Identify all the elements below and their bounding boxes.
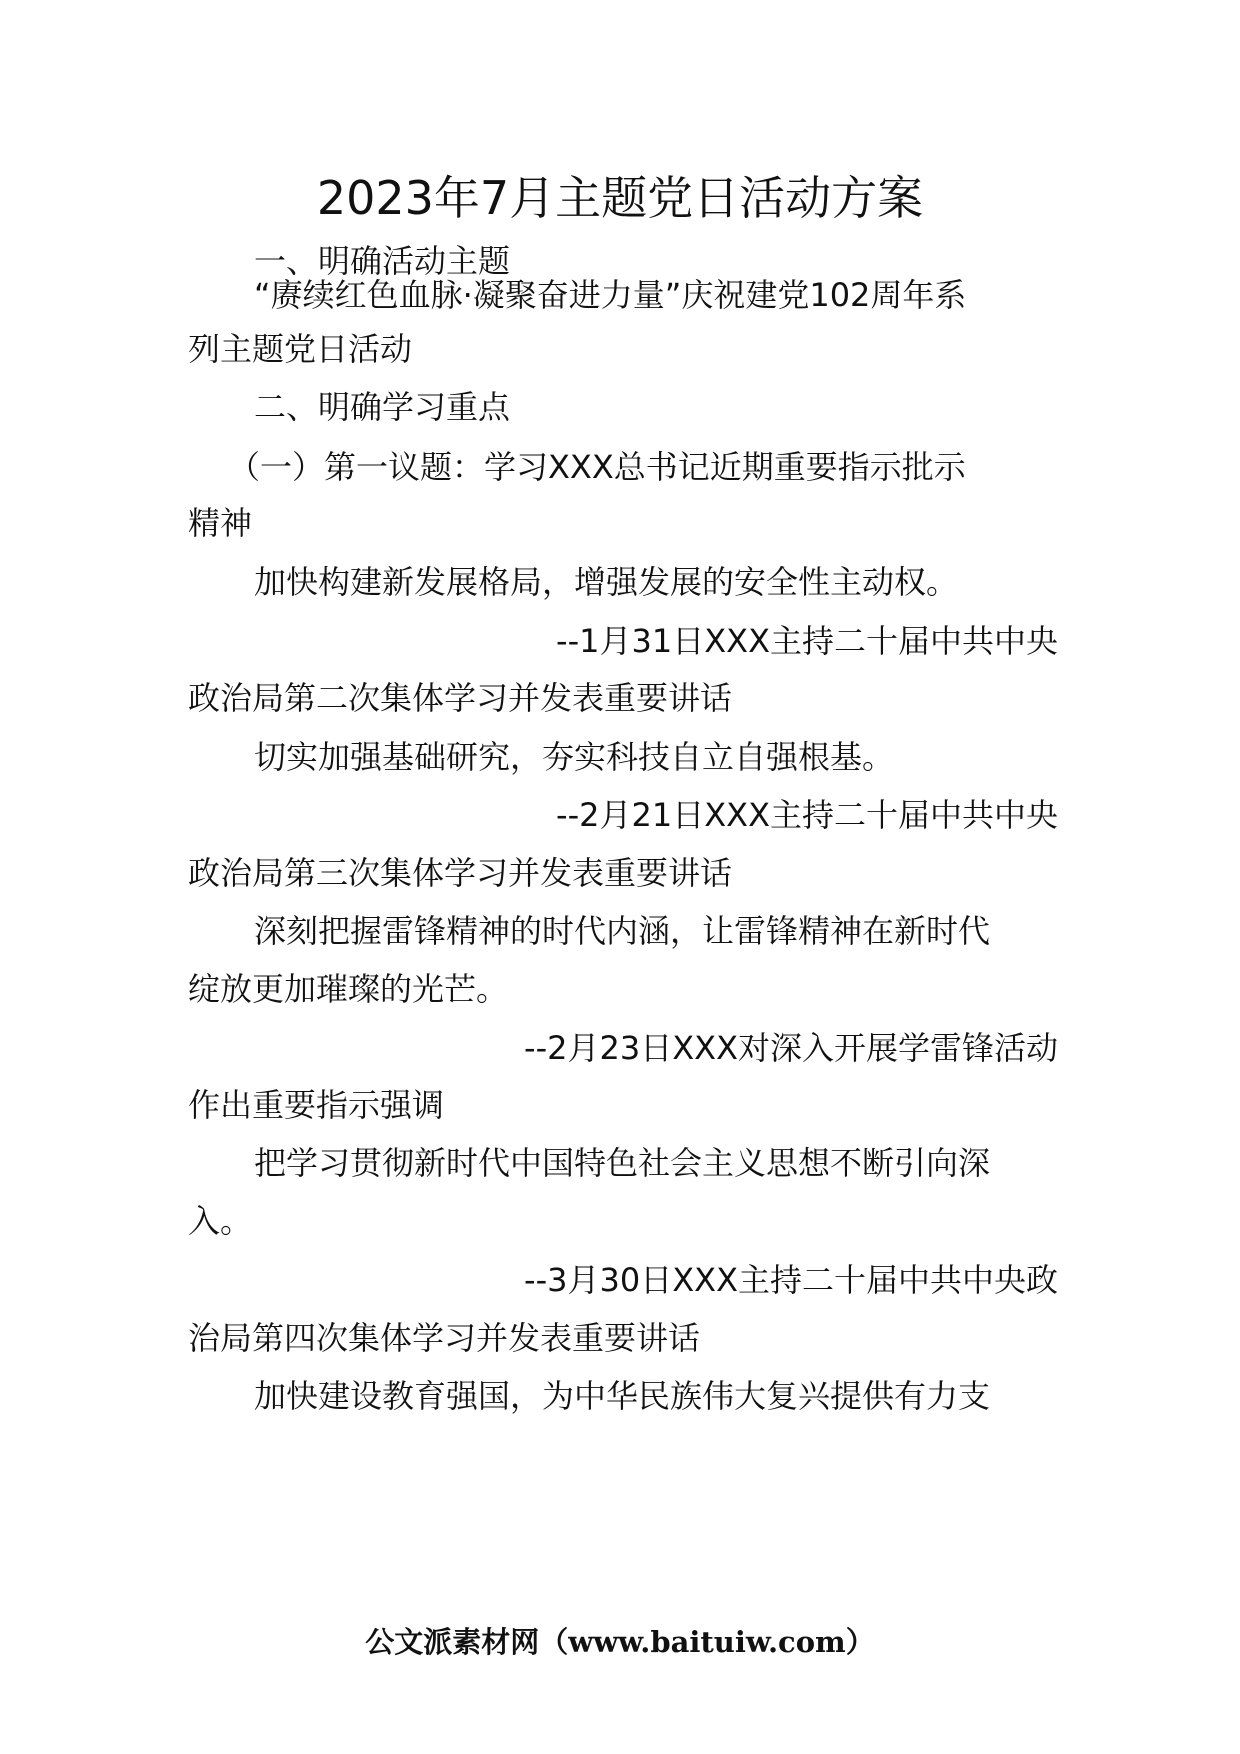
quote-source-line: --1月31日XXX主持二十届中共中央	[556, 622, 1058, 660]
quote-line: 入。	[188, 1202, 253, 1240]
quote-source-line: --3月30日XXX主持二十届中共中央政	[524, 1261, 1058, 1299]
document-title: 2023年7月主题党日活动方案	[316, 171, 924, 225]
quote-line: 切实加强基础研究，夯实科技自立自强根基。	[254, 738, 895, 776]
quote-source-line: --2月23日XXX对深入开展学雷锋活动	[524, 1029, 1058, 1067]
quote-line: 加快建设教育强国，为中华民族伟大复兴提供有力支	[254, 1377, 991, 1415]
quote-source-line: --2月21日XXX主持二十届中共中央	[556, 796, 1058, 834]
paragraph-line: 精神	[188, 504, 253, 542]
quote-source-line: 政治局第三次集体学习并发表重要讲话	[188, 854, 733, 892]
subsection-heading: （一）第一议题：学习XXX总书记近期重要指示批示	[228, 448, 966, 486]
quote-line: 把学习贯彻新时代中国特色社会主义思想不断引向深	[254, 1144, 991, 1182]
quote-source-line: 政治局第二次集体学习并发表重要讲话	[188, 679, 733, 717]
quote-line: 加快构建新发展格局，增强发展的安全性主动权。	[254, 563, 959, 601]
quote-source-line: 作出重要指示强调	[188, 1086, 445, 1124]
quote-source-line: 治局第四次集体学习并发表重要讲话	[188, 1319, 701, 1357]
quote-line: 绽放更加璀璨的光芒。	[188, 970, 509, 1008]
quote-line: 深刻把握雷锋精神的时代内涵，让雷锋精神在新时代	[254, 912, 991, 950]
section-heading-2: 二、明确学习重点	[254, 388, 511, 426]
paragraph-line: “赓续红色血脉·凝聚奋进力量”庆祝建党102周年系	[254, 276, 967, 314]
footer-watermark: 公文派素材网（www.baituiw.com）	[365, 1625, 875, 1659]
paragraph-line: 列主题党日活动	[188, 330, 413, 368]
section-heading-1: 一、明确活动主题	[254, 242, 511, 280]
